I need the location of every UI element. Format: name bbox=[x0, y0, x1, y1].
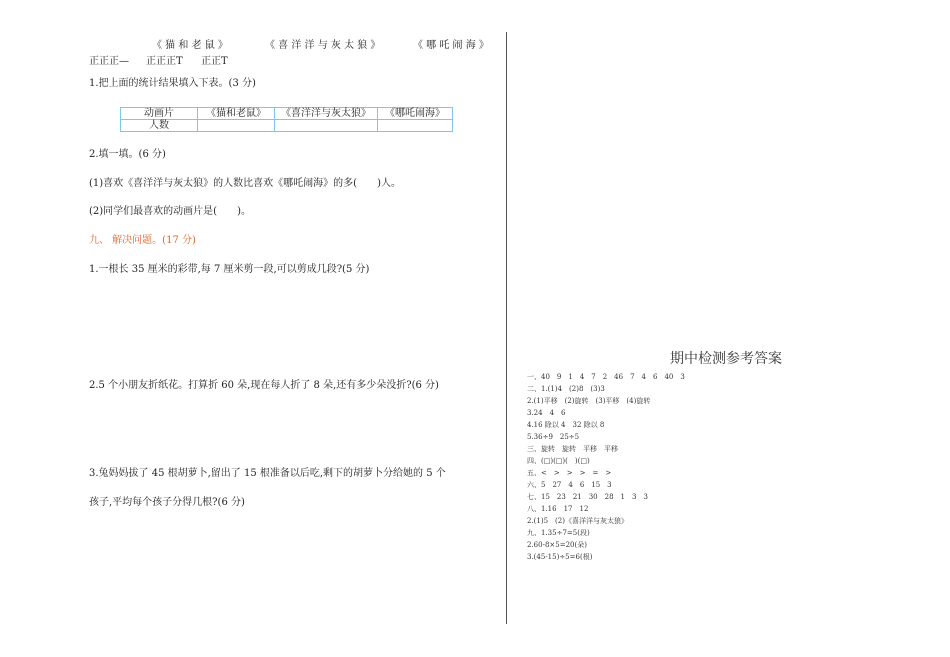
answer-line: 2.(1)5 (2)《喜洋洋与灰太狼》 bbox=[527, 517, 628, 525]
answer-line: 二、1.(1)4 (2)8 (3)3 bbox=[527, 385, 605, 393]
problem-3-line-1: 3.兔妈妈拔了 45 根胡萝卜,留出了 15 根准备以后吃,剩下的胡萝卜分给她的 5 个 bbox=[89, 468, 446, 479]
table-cell: 动画片 bbox=[121, 108, 198, 120]
table-cell: 人数 bbox=[121, 120, 198, 132]
header-title-tom-jerry: 《 猫 和 老 鼠 》 bbox=[152, 40, 228, 51]
table-row bbox=[121, 108, 453, 120]
answer-line: 六、5 27 4 6 15 3 bbox=[527, 481, 612, 489]
answer-line: 3.24 4 6 bbox=[527, 409, 566, 417]
table-cell: 《哪吒闹海》 bbox=[378, 108, 453, 120]
table-cell: 《喜洋洋与灰太狼》 bbox=[275, 108, 378, 120]
problem-2: 2.5 个小朋友折纸花。打算折 60 朵,现在每人折了 8 朵,还有多少朵没折?(6 分) bbox=[89, 380, 439, 391]
answer-line: 八、1.16 17 12 bbox=[527, 505, 589, 513]
tally-nezha: 正正T bbox=[201, 56, 228, 67]
tally-tom-jerry: 正正正— bbox=[89, 56, 129, 67]
answer-line: 5.36÷9 25÷5 bbox=[527, 433, 580, 441]
answer-line: 4.16 除以 4 32 除以 8 bbox=[527, 421, 605, 429]
page-divider bbox=[506, 32, 507, 624]
table-row bbox=[121, 120, 453, 132]
statistics-table bbox=[120, 107, 453, 132]
header-title-nezha: 《 哪 吒 闹 海 》 bbox=[413, 40, 489, 51]
table-cell: 《猫和老鼠》 bbox=[198, 108, 275, 120]
answer-line: 一、40 9 1 4 7 2 46 7 4 6 40 3 bbox=[527, 373, 685, 381]
table-cell[interactable] bbox=[378, 120, 453, 132]
problem-1: 1.一根长 35 厘米的彩带,每 7 厘米剪一段,可以剪成几段?(5 分) bbox=[89, 264, 370, 275]
question-2: 2.填一填。(6 分) bbox=[89, 149, 166, 160]
section-9-heading: 九、 解决问题。(17 分) bbox=[89, 235, 196, 246]
answers-title: 期中检测参考答案 bbox=[670, 351, 782, 367]
answer-line: 2.60-8×5=20(朵) bbox=[527, 541, 587, 549]
answer-line: 四、(□)(□)( )(□) bbox=[527, 457, 590, 465]
answer-line: 五、< > > > = > bbox=[527, 469, 612, 477]
tally-xiyangyang: 正正正T bbox=[146, 56, 183, 67]
answer-line: 九、1.35÷7=5(段) bbox=[527, 529, 590, 537]
table-cell[interactable] bbox=[198, 120, 275, 132]
header-title-xiyangyang: 《 喜 洋 洋 与 灰 太 狼 》 bbox=[265, 40, 381, 51]
question-2-1: (1)喜欢《喜洋洋与灰太狼》的人数比喜欢《哪吒闹海》的多( )人。 bbox=[89, 178, 401, 189]
question-2-2: (2)同学们最喜欢的动画片是( )。 bbox=[89, 206, 251, 217]
table-cell[interactable] bbox=[275, 120, 378, 132]
answer-line: 三、旋转 旋转 平移 平移 bbox=[527, 445, 618, 453]
answer-line: 七、15 23 21 30 28 1 3 3 bbox=[527, 493, 648, 501]
answer-line: 2.(1)平移 (2)旋转 (3)平移 (4)旋转 bbox=[527, 397, 651, 405]
problem-3-line-2: 孩子,平均每个孩子分得几根?(6 分) bbox=[89, 497, 245, 508]
answer-line: 3.(45-15)÷5=6(根) bbox=[527, 553, 593, 561]
question-1: 1.把上面的统计结果填入下表。(3 分) bbox=[89, 78, 256, 89]
